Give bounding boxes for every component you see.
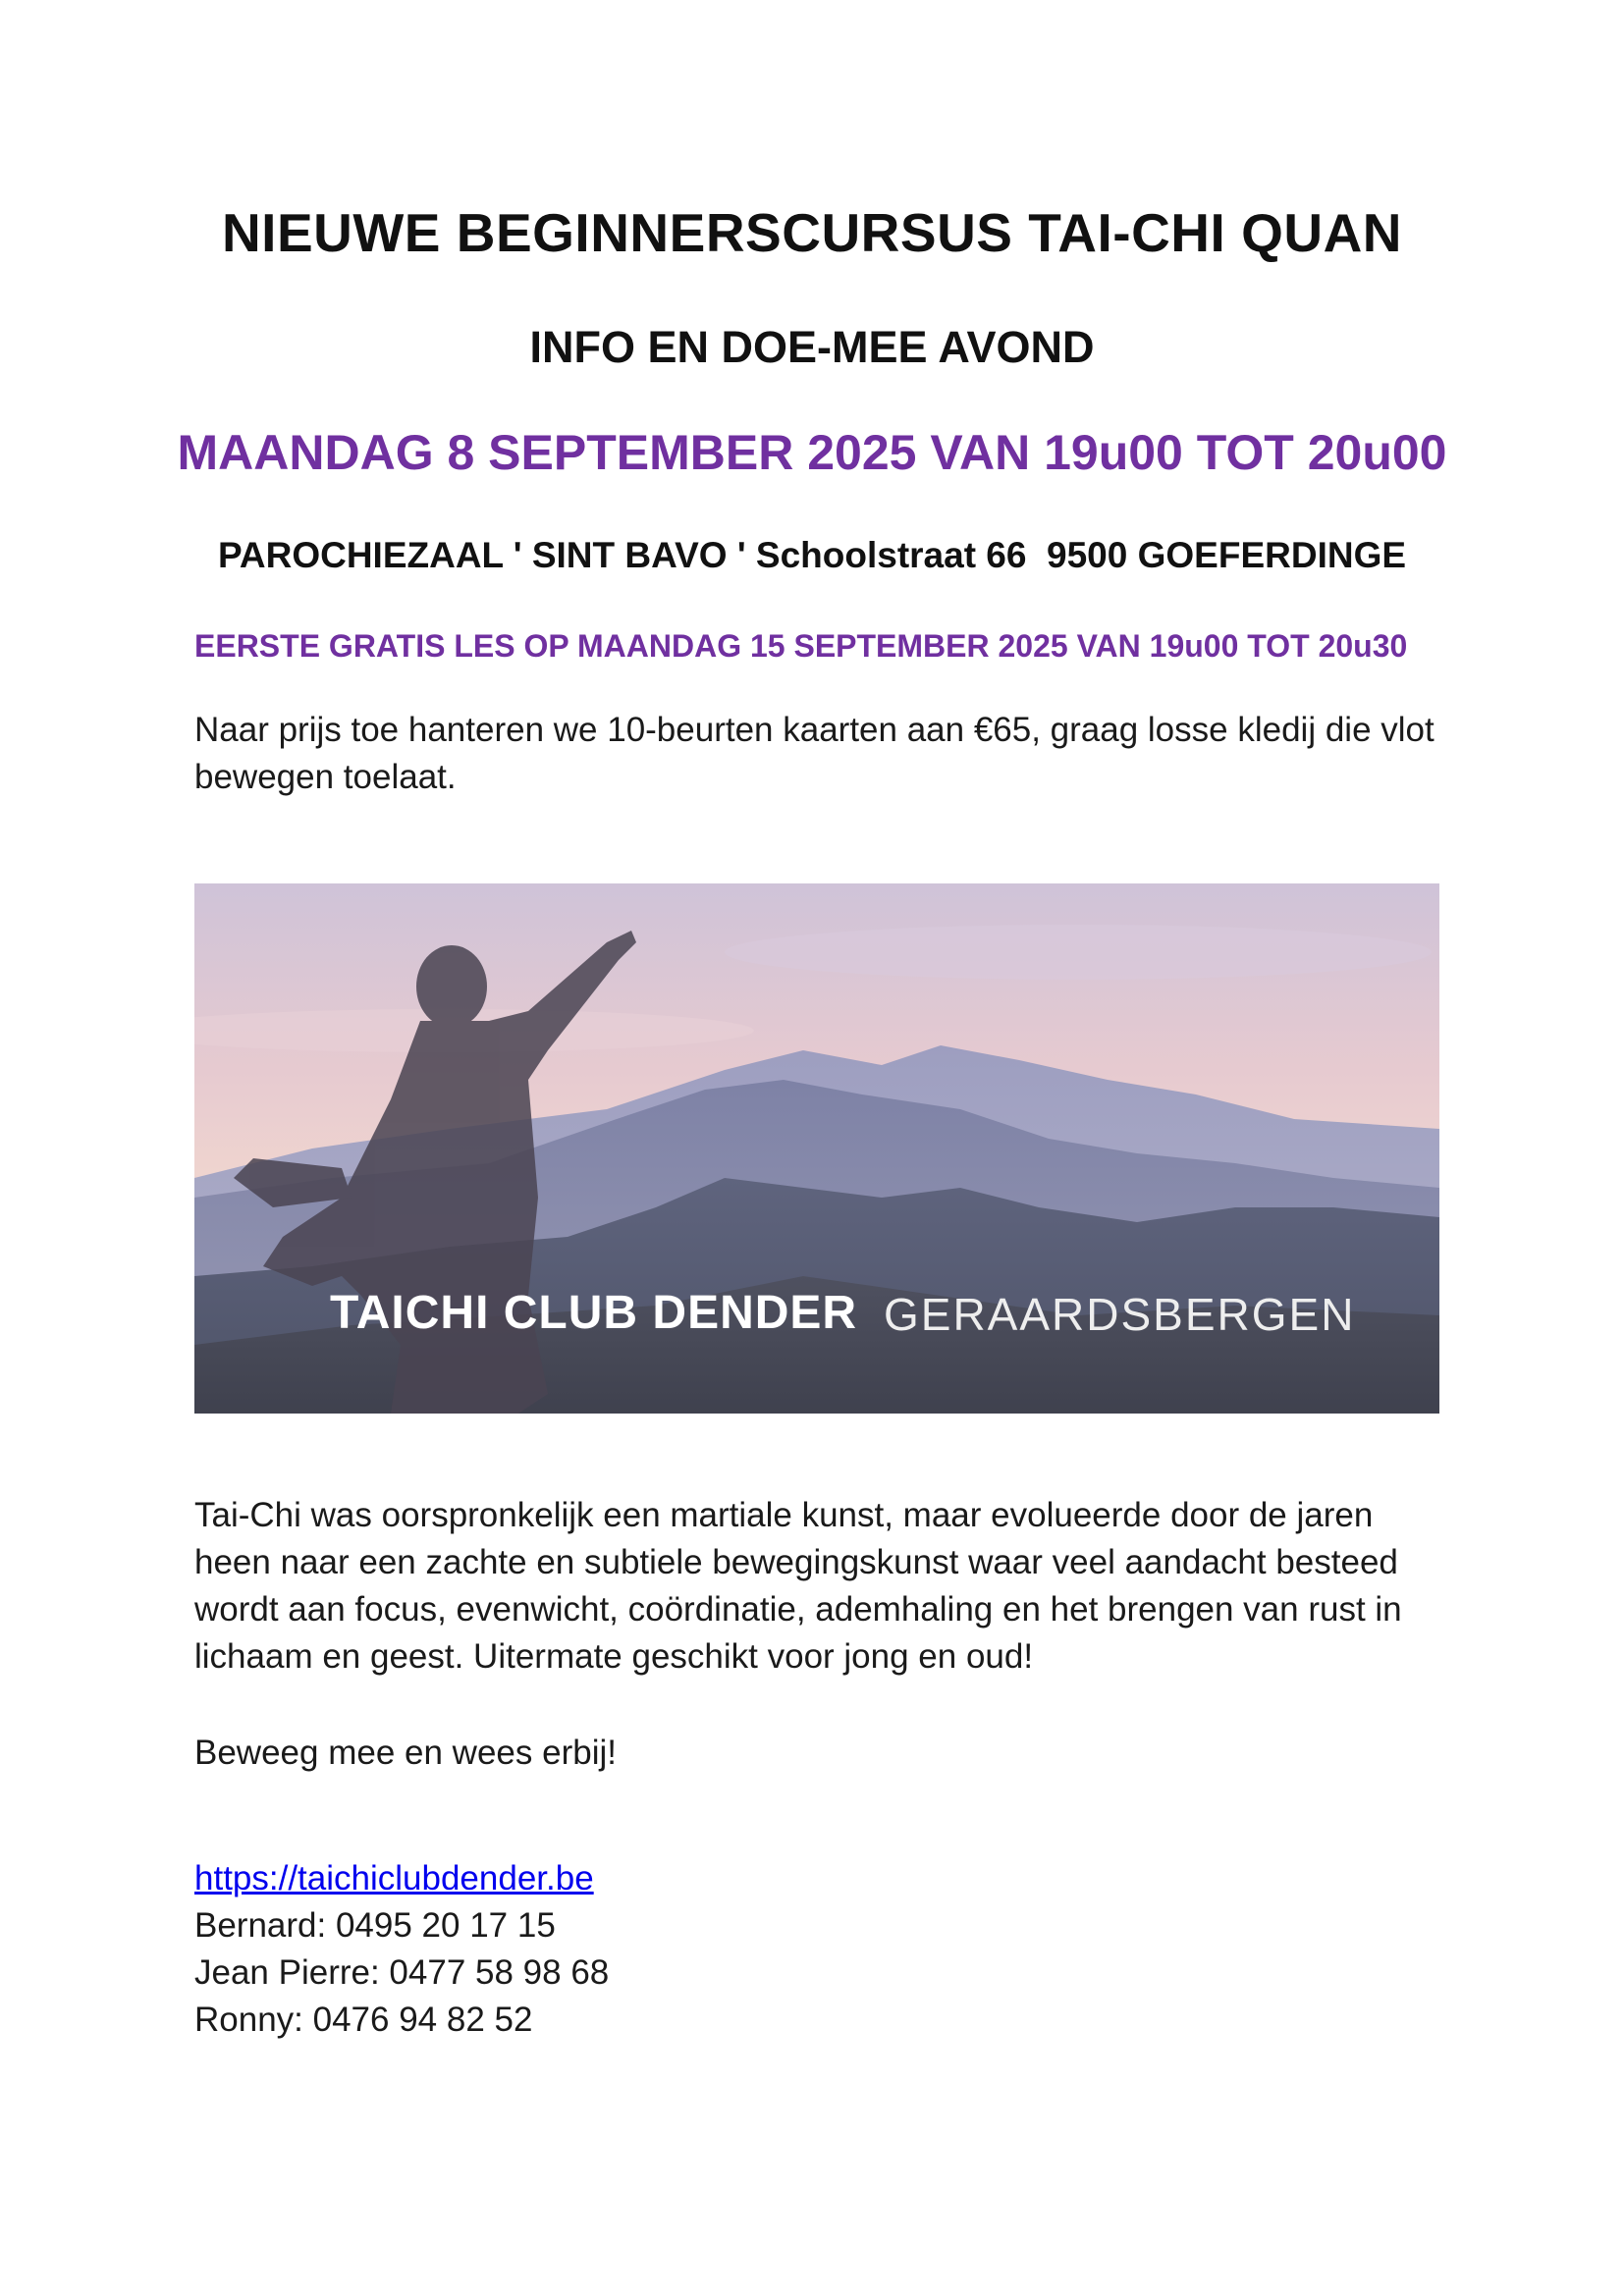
- website-link[interactable]: https://taichiclubdender.be: [194, 1859, 594, 1897]
- banner-caption: [194, 883, 1439, 1414]
- price-paragraph: Naar prijs toe hanteren we 10-beurten kaarten aan €65, graag losse kledij die vlot bewegen toelaat.: [194, 711, 1435, 796]
- club-city: GERAARDSBERGEN: [884, 1289, 1356, 1340]
- contact-ronny: Ronny: 0476 94 82 52: [194, 2001, 533, 2039]
- banner-image: [194, 883, 1439, 1414]
- page-title: NIEUWE BEGINNERSCURSUS TAI-CHI QUAN: [221, 202, 1403, 263]
- page-subtitle: INFO EN DOE-MEE AVOND: [529, 322, 1095, 372]
- event-date: MAANDAG 8 SEPTEMBER 2025 VAN 19u00 TOT 20u00: [177, 425, 1447, 480]
- call-to-action: Beweeg mee en wees erbij!: [194, 1734, 617, 1772]
- contact-jean-pierre: Jean Pierre: 0477 58 98 68: [194, 1953, 610, 1992]
- club-name: TAICHI CLUB DENDER: [330, 1287, 858, 1339]
- contact-block: [194, 1855, 609, 2044]
- contact-bernard: Bernard: 0495 20 17 15: [194, 1906, 556, 1945]
- event-location: PAROCHIEZAAL ' SINT BAVO ' Schoolstraat 66 9500 GOEFERDINGE: [217, 535, 1407, 575]
- description-paragraph: Tai-Chi was oorspronkelijk een martiale kunst, maar evolueerde door de jaren heen naar een zachte en subtiele bewegingskunst waar veel aandacht besteed wordt aan focus, evenwicht, coördinatie, ademhaling en het brengen van rust in lichaam en geest. Uitermate geschikt voor jong en oud!: [194, 1496, 1402, 1676]
- first-lesson-notice: EERSTE GRATIS LES OP MAANDAG 15 SEPTEMBER 2025 VAN 19u00 TOT 20u30: [194, 628, 1408, 664]
